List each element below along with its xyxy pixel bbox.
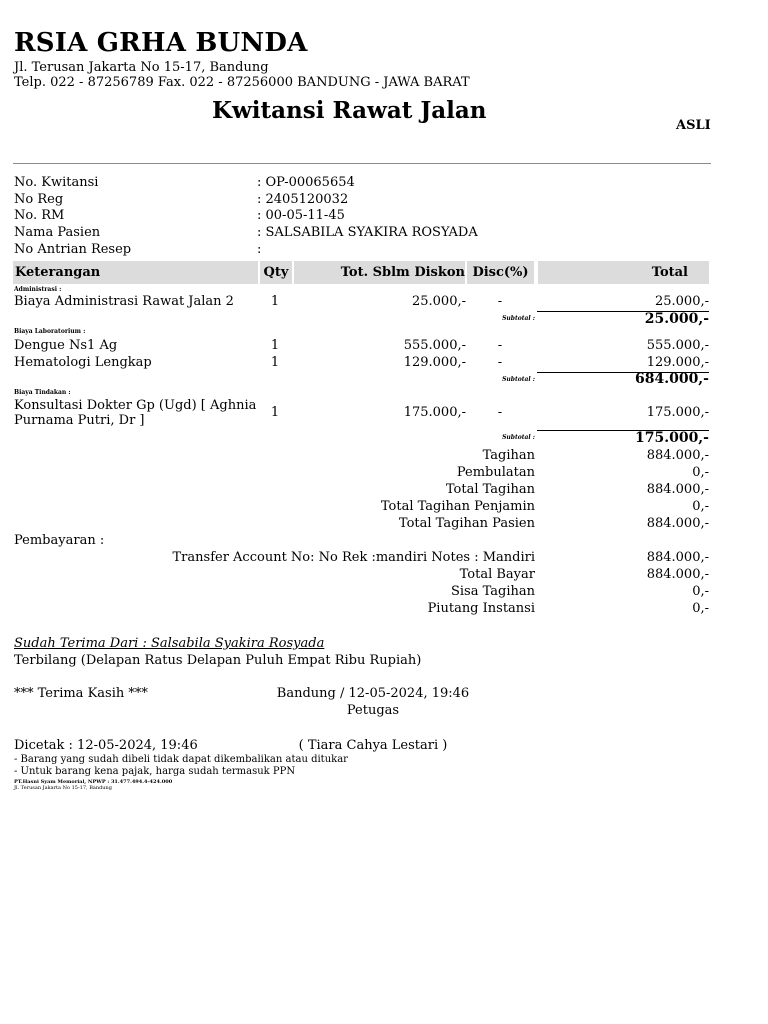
hospital-address: Jl. Terusan Jakarta No 15-17, Bandung	[14, 60, 269, 75]
item-disc: -	[497, 355, 503, 370]
pembulatan-label: Pembulatan	[456, 465, 535, 480]
no-rm-label: No. RM	[14, 208, 65, 223]
item-tot: 175.000,-	[403, 405, 466, 420]
total-bayar-label: Total Bayar	[459, 567, 535, 582]
item-total: 175.000,-	[646, 405, 709, 420]
item-description: Konsultasi Dokter Gp (Ugd) [ Aghnia	[14, 398, 257, 413]
item-qty: 1	[270, 294, 280, 309]
item-description: Dengue Ns1 Ag	[14, 338, 118, 353]
piutang-value: 0,-	[692, 601, 709, 616]
printed-date: Dicetak : 12-05-2024, 19:46	[14, 738, 198, 753]
patient-name-value: : SALSABILA SYAKIRA ROSYADA	[257, 225, 478, 240]
item-qty: 1	[270, 355, 280, 370]
penjamin-value: 0,-	[692, 499, 709, 514]
no-reg-value: : 2405120032	[257, 192, 349, 207]
item-total: 25.000,-	[654, 294, 709, 309]
item-total: 555.000,-	[646, 338, 709, 353]
thanks-note: *** Terima Kasih ***	[14, 686, 148, 701]
subtotal-label: Subtotal :	[502, 315, 535, 322]
no-rm-value: : 00-05-11-45	[257, 208, 345, 223]
tagihan-label: Tagihan	[482, 448, 535, 463]
penjamin-label: Total Tagihan Penjamin	[380, 499, 535, 514]
col-total: Total	[538, 261, 709, 284]
item-qty: 1	[270, 405, 280, 420]
subtotal-value: 25.000,-	[644, 311, 709, 327]
header-divider	[13, 163, 711, 164]
item-tot: 555.000,-	[403, 338, 466, 353]
section-administrasi: Administrasi :	[14, 286, 62, 293]
section-tindakan: Biaya Tindakan :	[14, 389, 71, 396]
item-total: 129.000,-	[646, 355, 709, 370]
company-address: Jl. Terusan Jakarta No 15-17, Bandung	[14, 785, 112, 791]
item-disc: -	[497, 405, 503, 420]
note-ppn: - Untuk barang kena pajak, harga sudah termasuk PPN	[14, 766, 296, 777]
place-date: Bandung / 12-05-2024, 19:46	[276, 686, 470, 701]
col-disc: Disc(%)	[467, 261, 534, 284]
item-disc: -	[497, 294, 503, 309]
sisa-tagihan-label: Sisa Tagihan	[450, 584, 535, 599]
document-title: Kwitansi Rawat Jalan	[212, 97, 487, 124]
item-tot: 129.000,-	[403, 355, 466, 370]
section-laboratorium: Biaya Laboratorium :	[14, 328, 86, 335]
total-tagihan-label: Total Tagihan	[445, 482, 535, 497]
patient-name-label: Nama Pasien	[14, 225, 101, 240]
piutang-label: Piutang Instansi	[427, 601, 535, 616]
item-disc: -	[497, 338, 503, 353]
item-description: Biaya Administrasi Rawat Jalan 2	[14, 294, 234, 309]
total-bayar-value: 884.000,-	[646, 567, 709, 582]
payment-label: Pembayaran :	[14, 533, 105, 548]
pasien-value: 884.000,-	[646, 516, 709, 531]
company-npwp: PT.Hasni Syam Memorial, NPWP : 31.477.494.4-424.000	[14, 779, 173, 785]
copy-label: ASLI	[676, 118, 711, 133]
item-tot: 25.000,-	[411, 294, 466, 309]
total-tagihan-value: 884.000,-	[646, 482, 709, 497]
item-description: Hematologi Lengkap	[14, 355, 152, 370]
pasien-label: Total Tagihan Pasien	[398, 516, 535, 531]
pembulatan-value: 0,-	[692, 465, 709, 480]
no-kwitansi-value: : OP-00065654	[257, 175, 355, 190]
subtotal-value: 684.000,-	[634, 371, 709, 387]
table-header	[13, 261, 709, 284]
received-from: Sudah Terima Dari : Salsabila Syakira Rosyada	[14, 636, 325, 651]
subtotal-label: Subtotal :	[502, 376, 535, 383]
payment-method-amount: 884.000,-	[646, 550, 709, 565]
hospital-contact: Telp. 022 - 87256789 Fax. 022 - 87256000 BANDUNG - JAWA BARAT	[14, 75, 470, 90]
queue-value: :	[257, 242, 262, 257]
payment-method: Transfer Account No: No Rek :mandiri Notes : Mandiri	[172, 550, 535, 565]
no-reg-label: No Reg	[14, 192, 64, 207]
terbilang: Terbilang (Delapan Ratus Delapan Puluh Empat Ribu Rupiah)	[14, 653, 422, 668]
sisa-tagihan-value: 0,-	[692, 584, 709, 599]
col-tot-sblm-diskon: Tot. Sblm Diskon	[294, 261, 465, 284]
no-kwitansi-label: No. Kwitansi	[14, 175, 99, 190]
col-qty: Qty	[260, 261, 292, 284]
item-description-cont: Purnama Putri, Dr ]	[14, 413, 145, 428]
queue-label: No Antrian Resep	[14, 242, 132, 257]
note-no-return: - Barang yang sudah dibeli tidak dapat dikembalikan atau ditukar	[14, 754, 348, 765]
subtotal-value: 175.000,-	[634, 430, 709, 446]
tagihan-value: 884.000,-	[646, 448, 709, 463]
col-keterangan: Keterangan	[13, 261, 258, 284]
hospital-name: RSIA GRHA BUNDA	[14, 28, 308, 58]
subtotal-label: Subtotal :	[502, 434, 535, 441]
item-qty: 1	[270, 338, 280, 353]
petugas-label: Petugas	[346, 703, 400, 718]
petugas-name: ( Tiara Cahya Lestari )	[298, 738, 448, 753]
